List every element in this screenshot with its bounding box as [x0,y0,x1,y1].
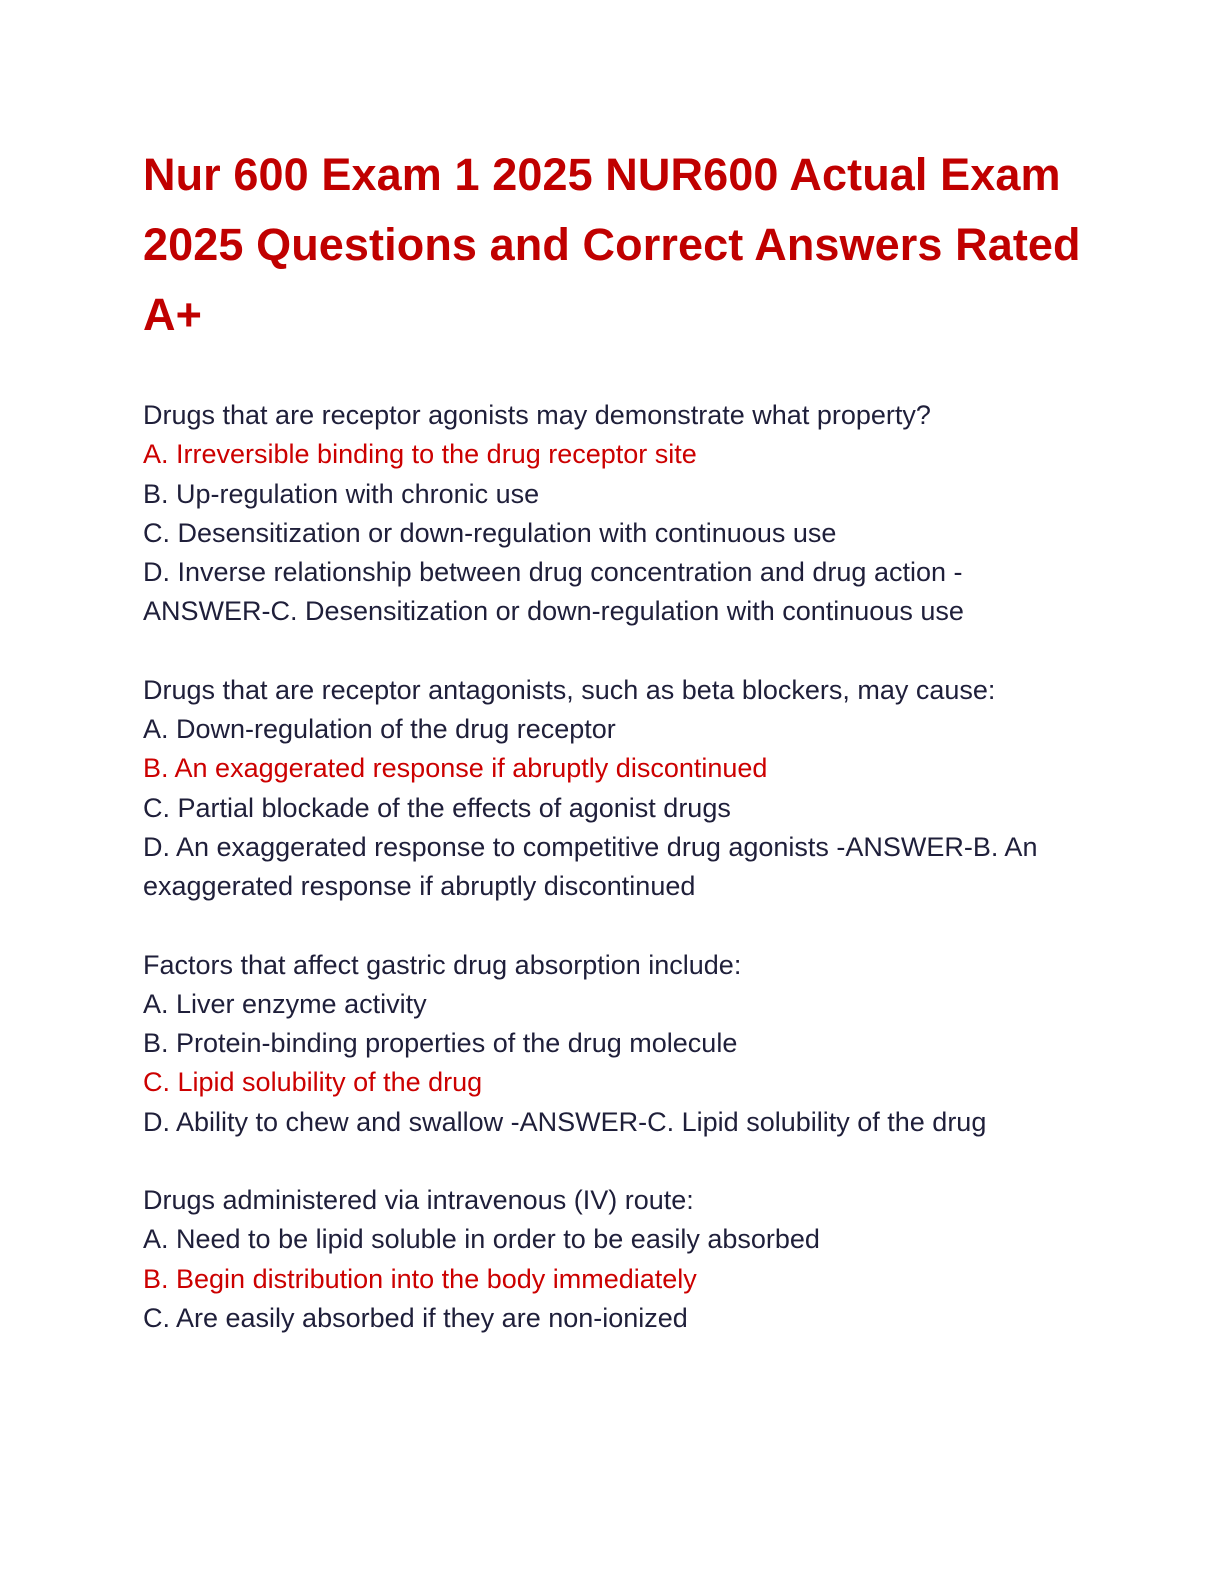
option-b: B. An exaggerated response if abruptly discontinued [143,753,768,784]
question-2 [143,671,1083,907]
option-c: C. Partial blockade of the effects of agonist drugs [143,792,731,823]
document-title: Nur 600 Exam 1 2025 NUR600 Actual Exam 2025 Questions and Correct Answers Rated A+ [143,149,1081,340]
option-a: A. Down-regulation of the drug receptor [143,714,616,745]
option-c: C. Lipid solubility of the drug [143,1067,483,1098]
option-b: B. Begin distribution into the body immediately [143,1263,697,1294]
option-a: A. Liver enzyme activity [143,988,427,1019]
question-1 [143,396,1083,632]
question-prompt: Factors that affect gastric drug absorption include: [143,949,742,980]
option-b: B. Up-regulation with chronic use [143,478,540,509]
question-prompt: Drugs administered via intravenous (IV) route: [143,1185,694,1216]
option-c: C. Desensitization or down-regulation with continuous use [143,517,837,548]
question-prompt: Drugs that are receptor antagonists, such as beta blockers, may cause: [143,674,996,705]
question-3 [143,946,1083,1142]
option-c: C. Are easily absorbed if they are non-ionized [143,1302,688,1333]
option-a: A. Need to be lipid soluble in order to be easily absorbed [143,1224,820,1255]
document-page [143,140,1083,1377]
option-d-with-answer: D. Ability to chew and swallow -ANSWER-C. Lipid solubility of the drug [143,1106,987,1137]
option-b: B. Protein-binding properties of the drug molecule [143,1028,738,1059]
question-4 [143,1181,1083,1338]
question-prompt: Drugs that are receptor agonists may demonstrate what property? [143,400,931,430]
option-d-with-answer: D. An exaggerated response to competitive drug agonists -ANSWER-B. An exaggerated response if abruptly discontinued [143,831,1038,902]
option-a: A. Irreversible binding to the drug receptor site [143,439,697,470]
option-d-with-answer: D. Inverse relationship between drug concentration and drug action -ANSWER-C. Desensitization or down-regulation with continuous use [143,557,964,627]
